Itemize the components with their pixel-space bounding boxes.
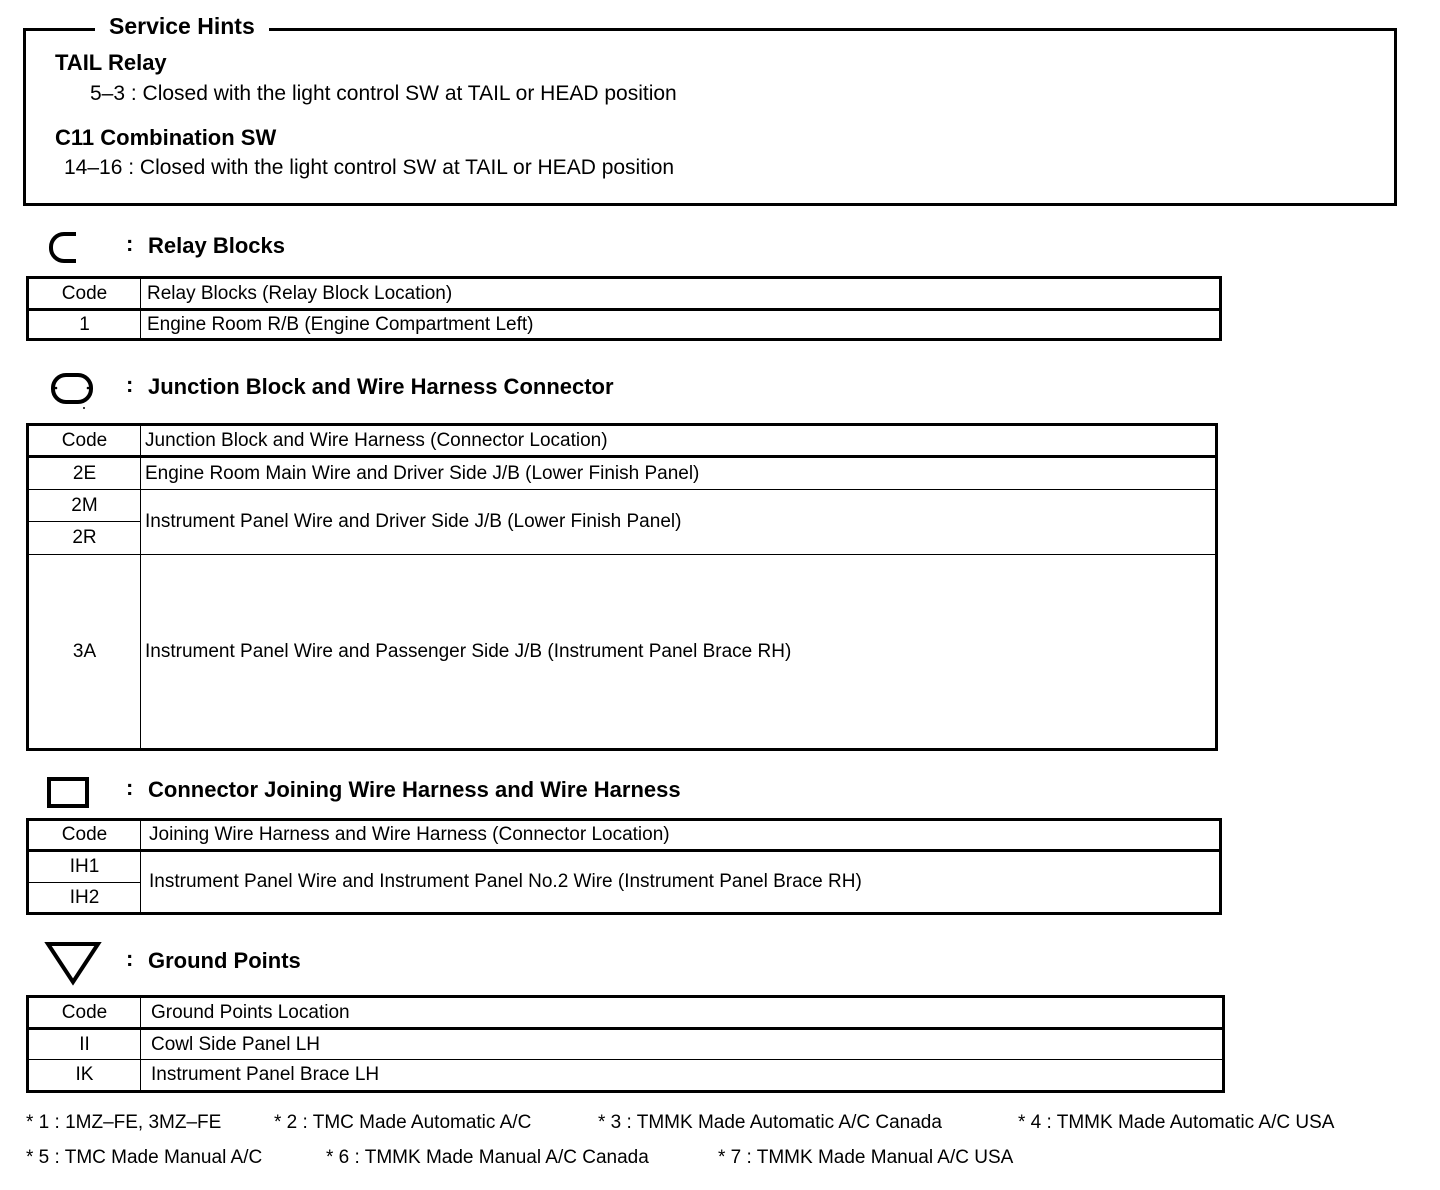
code-cell: 2R: [28, 522, 141, 555]
ground-points-table: [26, 995, 1225, 1093]
code-cell: IH2: [28, 883, 141, 914]
location-header: Junction Block and Wire Harness (Connector Location): [141, 425, 1217, 457]
footnote-3: * 3 : TMMK Made Automatic A/C Canada: [598, 1112, 942, 1133]
location-header: Relay Blocks (Relay Block Location): [141, 278, 1221, 310]
table-header-row: [28, 997, 1224, 1029]
code-cell: 2E: [28, 457, 141, 490]
table-row: [28, 1029, 1224, 1060]
location-cell: Instrument Panel Brace LH: [141, 1060, 1224, 1092]
relay-blocks-colon: :: [126, 231, 134, 256]
table-row: [28, 851, 1221, 883]
code-header: Code: [28, 997, 141, 1029]
footnote-6: * 6 : TMMK Made Manual A/C Canada: [326, 1147, 649, 1168]
code-header: Code: [28, 278, 141, 310]
hint-heading-combination-sw: C11 Combination SW: [55, 125, 277, 150]
footnote-4: * 4 : TMMK Made Automatic A/C USA: [1018, 1112, 1335, 1133]
table-row: [28, 1060, 1224, 1092]
footnote-5: * 5 : TMC Made Manual A/C: [26, 1147, 263, 1168]
location-cell: Cowl Side Panel LH: [141, 1029, 1224, 1060]
junction-block-table: [26, 423, 1218, 751]
relay-blocks-table: [26, 276, 1222, 341]
hint-text-tail-relay: 5–3 : Closed with the light control SW at TAIL or HEAD position: [90, 82, 677, 105]
table-row: [28, 310, 1221, 340]
code-cell: IK: [28, 1060, 141, 1092]
location-header: Ground Points Location: [141, 997, 1224, 1029]
location-cell: Engine Room Main Wire and Driver Side J/B (Lower Finish Panel): [141, 457, 1217, 490]
connector-title: Connector Joining Wire Harness and Wire Harness: [148, 777, 681, 802]
table-row: [28, 490, 1217, 522]
footnote-1: * 1 : 1MZ–FE, 3MZ–FE: [26, 1112, 222, 1133]
footnote-2: * 2 : TMC Made Automatic A/C: [274, 1112, 532, 1133]
code-header: Code: [28, 425, 141, 457]
table-row: [28, 555, 1217, 750]
code-cell: 1: [28, 310, 141, 340]
location-cell: Instrument Panel Wire and Instrument Panel No.2 Wire (Instrument Panel Brace RH): [141, 851, 1221, 914]
ground-points-title: Ground Points: [148, 948, 301, 973]
table-header-row: [28, 820, 1221, 851]
table-header-row: [28, 425, 1217, 457]
relay-block-symbol-icon: [26, 231, 76, 265]
table-row: [28, 457, 1217, 490]
table-header-row: [28, 278, 1221, 310]
connector-table: [26, 818, 1222, 915]
ground-point-symbol-icon: [26, 942, 106, 988]
junction-block-symbol-icon: [26, 372, 106, 412]
code-cell: 3A: [28, 555, 141, 750]
connector-symbol-icon: [26, 775, 96, 811]
hint-heading-tail-relay: TAIL Relay: [55, 50, 167, 75]
code-header: Code: [28, 820, 141, 851]
junction-block-colon: :: [126, 372, 134, 397]
service-hints-title: Service Hints: [95, 13, 269, 40]
location-cell: Instrument Panel Wire and Passenger Side J/B (Instrument Panel Brace RH): [141, 555, 1217, 750]
hint-text-combination-sw: 14–16 : Closed with the light control SW at TAIL or HEAD position: [64, 156, 675, 179]
junction-block-title: Junction Block and Wire Harness Connector: [148, 374, 614, 399]
location-cell: Instrument Panel Wire and Driver Side J/B (Lower Finish Panel): [141, 490, 1217, 555]
location-cell: Engine Room R/B (Engine Compartment Left): [141, 310, 1221, 340]
footnote-7: * 7 : TMMK Made Manual A/C USA: [718, 1147, 1014, 1168]
relay-blocks-title: Relay Blocks: [148, 233, 285, 258]
ground-points-colon: :: [126, 946, 134, 971]
code-cell: IH1: [28, 851, 141, 883]
code-cell: II: [28, 1029, 141, 1060]
connector-colon: :: [126, 775, 134, 800]
code-cell: 2M: [28, 490, 141, 522]
location-header: Joining Wire Harness and Wire Harness (Connector Location): [141, 820, 1221, 851]
